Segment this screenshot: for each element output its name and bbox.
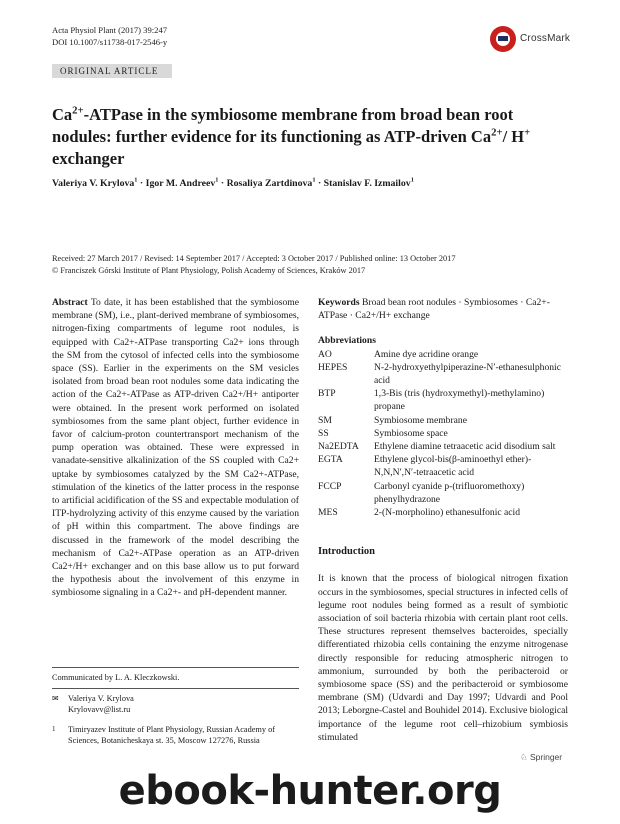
abbreviation-row: AO Amine dye acridine orange (318, 348, 479, 360)
doi[interactable]: DOI 10.1007/s11738-017-2546-y (52, 37, 168, 47)
footnote-divider (52, 688, 299, 689)
abbreviation-row: Na2EDTA Ethylene diamine tetraacetic acid disodium salt (318, 441, 556, 453)
keywords (318, 296, 568, 322)
right-column (318, 296, 568, 744)
crossmark-icon (490, 26, 516, 52)
abbreviation-row: SM Symbiosome membrane (318, 414, 467, 426)
article-title: $Ca^{2+}$-ATPase in the symbiosome membrane from broad bean root nodules: further evidence for its functioning as ATP-driven $Ca^{2+}/$ H+ exchanger (52, 104, 531, 168)
abstract-label: Abstract (52, 297, 88, 308)
keywords-text: Broad bean root nodules · Symbiosomes · Ca2+-ATPase · Ca2+/H+ exchange (318, 297, 550, 322)
envelope-icon: ✉ (52, 694, 59, 703)
abstract (52, 296, 299, 600)
article-type-band: ORIGINAL ARTICLE (52, 64, 172, 78)
abbreviations-heading: Abbreviations (318, 335, 376, 347)
journal-citation: Acta Physiol Plant (2017) 39:247 (52, 25, 168, 35)
crossmark-label: CrossMark (520, 33, 571, 44)
corresponding-author (52, 693, 299, 715)
author[interactable]: Rosaliya Zartdinova$^1$ (226, 176, 316, 189)
footnote-divider (52, 667, 299, 668)
abbreviation-row: SS Symbiosome space (318, 427, 448, 439)
history-dates: Received: 27 March 2017 / Revised: 14 September 2017 / Accepted: 3 October 2017 / Published online: 13 October 2017 (52, 254, 456, 263)
affiliation-text: Timiryazev Institute of Plant Physiology, Russian Academy of Sciences, Botanicheskaya st. 35, Moscow 127276, Russia (68, 725, 276, 745)
abstract-column (52, 296, 299, 600)
abbreviations-list (318, 348, 568, 520)
abbreviation-row: HEPES N-2-hydroxyethylpiperazine-N′-ethanesulphonic acid (318, 361, 561, 387)
author[interactable]: Stanislav F. Izmailov$^1$ (323, 176, 414, 189)
crossmark-badge[interactable] (490, 26, 576, 52)
contact-name: Valeriya V. Krylova (68, 694, 134, 703)
journal-header (52, 24, 167, 48)
abbreviation-row: FCCP Carbonyl cyanide p-(trifluoromethoxy) phenylhydrazone (318, 480, 525, 505)
abbreviation-row: BTP 1,3-Bis (tris (hydroxymethyl)-methylamino) propane (318, 388, 545, 413)
abbreviation-row: EGTA Ethylene glycol-bis(β-aminoethyl ether)-N,N,N′,N′-tetraacetic acid (318, 454, 532, 479)
affiliation-number: 1 (52, 725, 56, 733)
keywords-label: Keywords (318, 297, 360, 308)
author[interactable]: Igor M. Andreev$^1$ (145, 176, 219, 189)
author[interactable]: Valeriya V. Krylova$^1$ (52, 176, 138, 189)
introduction-text: It is known that the process of biological nitrogen fixation occurs in the symbiosomes, special structures in infected cells of legume root nodules being formed as a result of symbiotic association of soil bacteria rhizobia with certain plant root cells. These structures represent themselves bacteroides, specially differentiated rhizobia cells containing the enzyme nitrogenase directly responsible for reducing atmospheric nitrogen to ammonium, surrounded by both the peribacteroid or symbiosome space (SS) and the peribacteroid or symbiosome membrane (SM) (Udvardi and Day 1997; Udvardi and Pool 2013; Leborgne-Castel and Bouhidel 2014). Exclusive biological importance of the legume root cell–rhizobium symbiosis stimulated (318, 573, 569, 743)
abstract-text: To date, it has been established that the symbiosome membrane (SM), i.e., plant-derived membrane of symbiosomes, nitrogen-fixing compartments of legume root nodules, is equipped with Ca2+-ATPase transporting Ca2+ ions through the SM from the cytosol of infected cells into the symbiosome space (SS). Earlier in the experiments on the SM vesicles isolated from broad bean root nodules some data indicating the action of the Ca2+-ATPase as ATP-driven Ca2+/H+ antiporter were obtained. In the present work performed on isolated symbiosomes from the same plant object, further evidence in favor of calcium-proton countertransport mechanism of the pump operation was obtained. These were expressed in vanadate-sensitive alkalinization of the SS coupled with Ca2+ uptake by symbiosomes catalyzed by the SM Ca2+-ATPase, stimulation of the kinetics of the latter process in the response to artificial acidification of the SS and expectable modulation of ITP-hydrolyzing activity of this enzyme caused by the variation of pH within this compartment. The above findings are discussed in the framework of the model describing the mechanism of Ca2+-ATPase operation as an ATP-driven Ca2+/H+ exchanger and on this base allow us to put forward the hypothesis about the involvement of this enzyme in symbiosome signaling in a Ca2+- and pH-dependent manner. (52, 297, 299, 599)
springer-logo: ♘ Springer (520, 752, 563, 762)
publication-dates (52, 253, 568, 276)
contact-email[interactable]: Krylovavv@list.ru (68, 705, 131, 714)
introduction-heading: Introduction (318, 546, 375, 558)
affiliation (52, 724, 299, 746)
abbreviation-row: MES 2-(N-morpholino) ethanesulfonic acid (318, 507, 520, 519)
copyright-line: © Franciszek Górski Institute of Plant Physiology, Polish Academy of Sciences, Kraków 2017 (52, 265, 366, 275)
communicated-note: Communicated by L. A. Kleczkowski. (52, 673, 180, 682)
watermark: ebook-hunter.org (52, 768, 568, 814)
author-list: Valeriya V. Krylova$^1$ · Igor M. Andreev$^1$ · Rosaliya Zartdinova$^1$ · Stanislav F. Izmailov$^1$ (52, 176, 414, 189)
